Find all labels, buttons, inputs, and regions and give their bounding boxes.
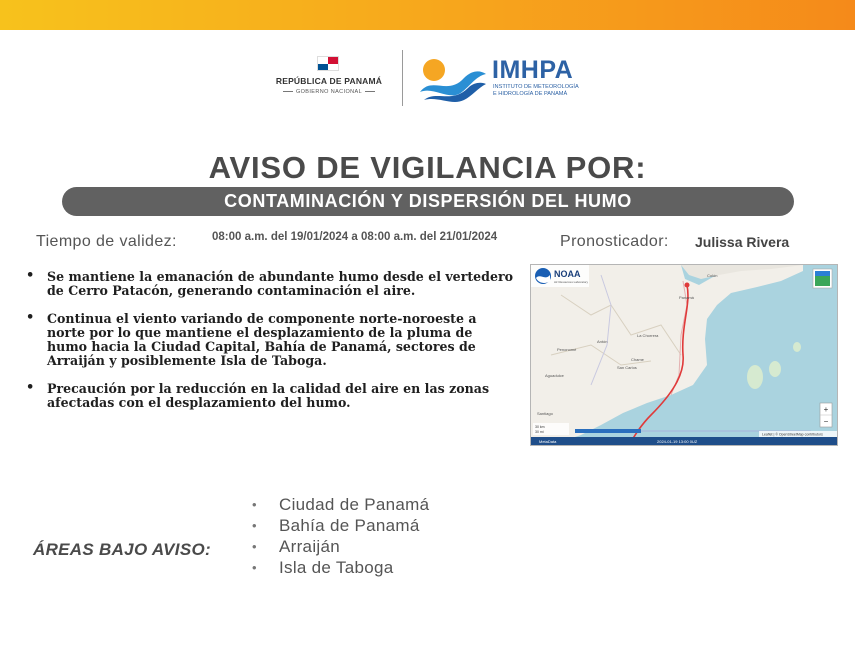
svg-text:NOAA: NOAA [554, 269, 581, 279]
map-place-label: Chame [631, 357, 644, 362]
page-title: AVISO DE VIGILANCIA POR: [208, 150, 647, 185]
map-timestamp: 2024-01-19 13:00 0UZ [657, 439, 698, 444]
government-logo [268, 52, 390, 102]
map-place-label: San Carlos [617, 365, 637, 370]
description-item: • Precaución por la reducción en la calidad del aire en las zonas afectadas con el desplazamiento del humo. [26, 380, 490, 410]
zoom-out-button[interactable]: − [823, 417, 829, 426]
zoom-in-button[interactable]: + [823, 405, 829, 414]
validity-value: 08:00 a.m. del 19/01/2024 a 08:00 a.m. del 21/01/2024 [212, 231, 498, 243]
map-place-label: Santiago [537, 411, 553, 416]
svg-text:30 km: 30 km [535, 425, 545, 429]
imhpa-logo-icon [418, 56, 488, 102]
svg-text:30 mi: 30 mi [535, 430, 544, 434]
top-color-bar [0, 0, 855, 30]
svg-text:Air Resources Laboratory: Air Resources Laboratory [554, 280, 589, 284]
header-divider [402, 50, 403, 106]
map-place-label: Penonomé [557, 347, 577, 352]
description-item: • Continua el viento variando de componente norte-noroeste a norte por lo que mantiene el desplazamiento de la pluma de humo hacia la Ciudad Capital, Bahía de Panamá, sectores de Arraiján y posiblemente Isla de Taboga. [26, 310, 477, 368]
map-attribution [759, 431, 837, 437]
map-place-label: La Chorrera [637, 333, 659, 338]
description-item: • Se mantiene la emanación de abundante humo desde el vertedero de Cerro Patacón, generando contaminación el aire. [26, 268, 514, 298]
layer-toggle-icon[interactable] [813, 269, 832, 288]
forecaster-label: Pronosticador: [560, 233, 669, 250]
alert-banner: CONTAMINACIÓN Y DISPERSIÓN DEL HUMO [62, 187, 794, 216]
map-place-label: Aguadulce [545, 373, 564, 378]
map-place-label: Antón [597, 339, 608, 344]
area-item: • Arraiján [252, 537, 340, 556]
institute-name: IMHPA [492, 56, 574, 84]
map-place-label: Colón [707, 273, 718, 278]
description-list [26, 270, 516, 424]
noaa-logo-icon [531, 265, 589, 287]
map-place-label: Panamá [679, 295, 694, 300]
time-slider-progress[interactable] [575, 429, 641, 433]
zoom-control[interactable] [820, 403, 832, 427]
areas-list [252, 494, 452, 578]
map-scale [533, 423, 569, 435]
forecaster-name: Julissa Rivera [695, 234, 790, 250]
svg-text:Leaflet | © OpenStreetMap cont: Leaflet | © OpenStreetMap contributors [762, 432, 823, 437]
government-name: REPÚBLICA DE PANAMÁ [275, 76, 383, 86]
government-subtitle: GOBIERNO NACIONAL [268, 89, 390, 95]
metadata-link[interactable]: MetaData [539, 439, 557, 444]
institute-subtitle: INSTITUTO DE METEOROLOGÍA E HIDROLOGÍA DE PANAMÁ [493, 84, 579, 97]
area-item: • Ciudad de Panamá [252, 495, 430, 514]
area-item: • Bahía de Panamá [252, 516, 420, 535]
smoke-dispersion-map[interactable] [530, 264, 838, 446]
areas-label: ÁREAS BAJO AVISO: [33, 540, 211, 559]
panama-flag-icon [317, 56, 339, 71]
area-item: • Isla de Taboga [252, 558, 394, 577]
validity-label: Tiempo de validez: [36, 233, 177, 250]
